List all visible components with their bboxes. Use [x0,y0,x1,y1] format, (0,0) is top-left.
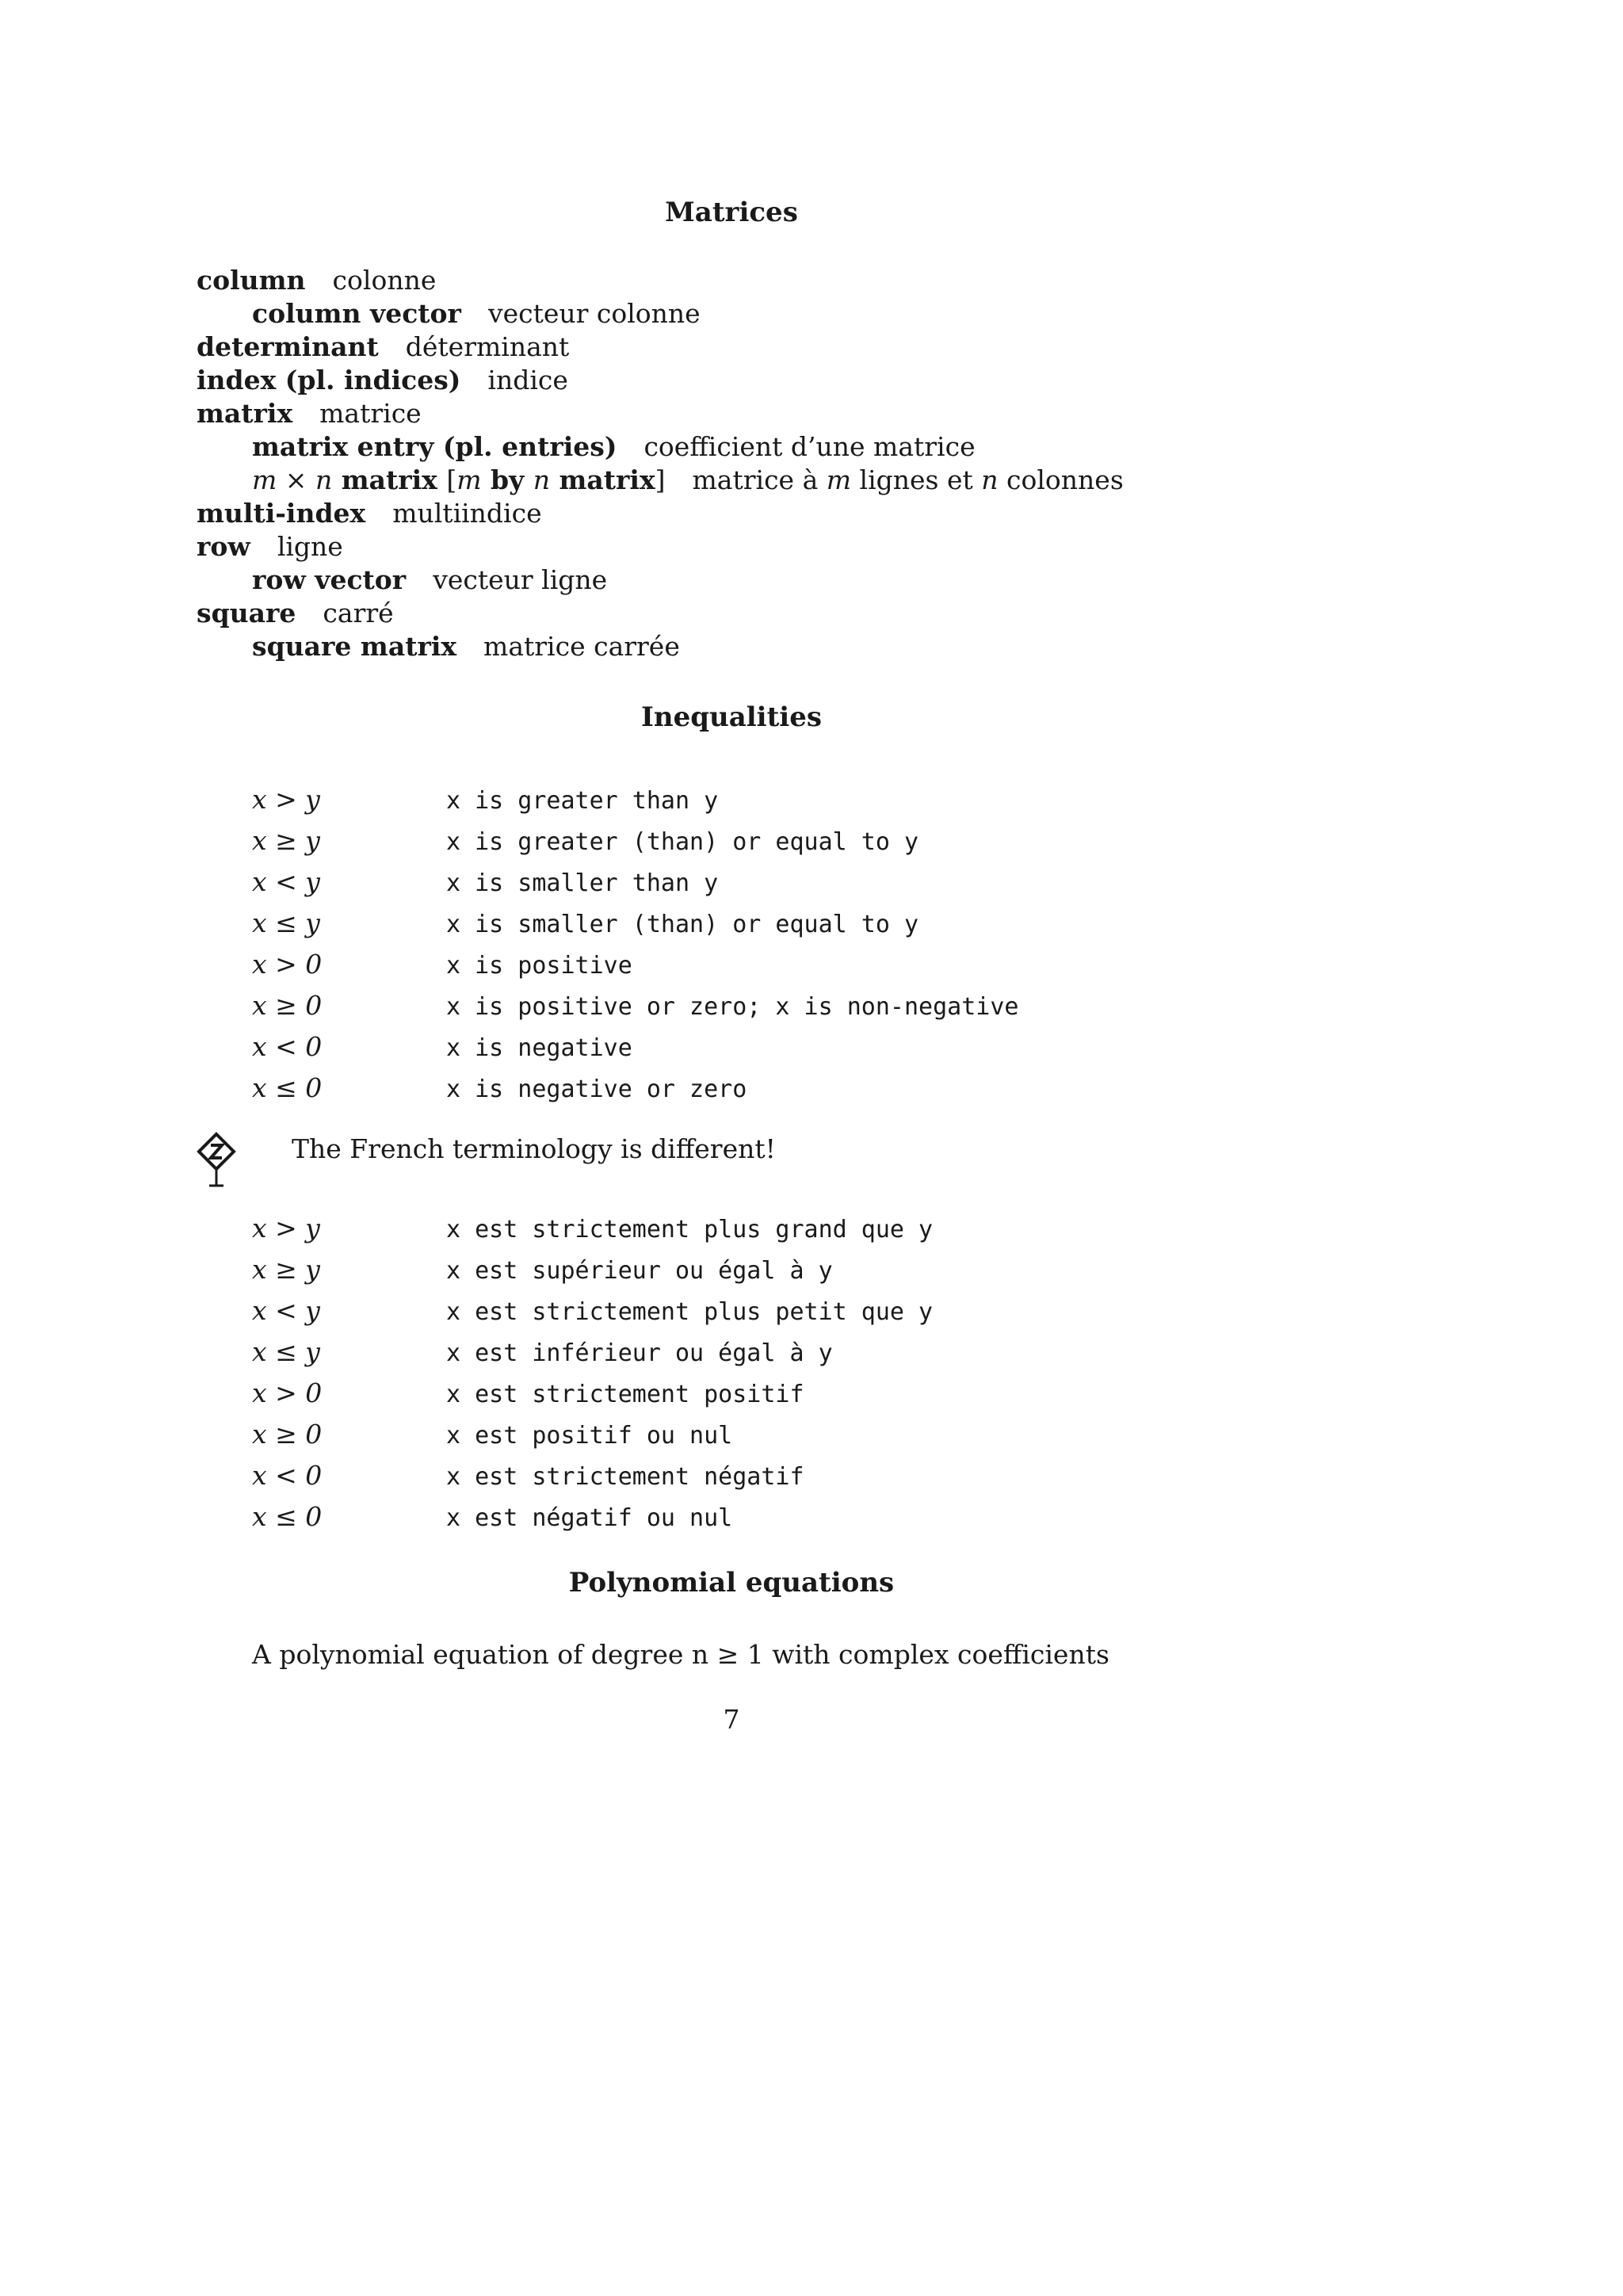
inequality-symbol: x < y [252,1295,320,1326]
math-var-n: n [315,464,333,495]
glossary-term: multi-index [197,498,366,529]
glossary-term [252,464,666,495]
inequality-symbol: x ≥ 0 [252,990,323,1021]
inequality-description: x est négatif ou nul [446,1504,733,1532]
glossary-entry [197,364,1124,397]
inequality-description: x est strictement négatif [446,1463,804,1491]
math-var-m: m [252,464,277,495]
matrices-glossary [197,264,1124,663]
inequality-symbol: x < 0 [252,1460,323,1491]
right-bracket: ] [655,464,666,495]
inequality-symbol: x > y [252,784,320,815]
inequality-description: x is greater than y [446,787,719,815]
glossary-translation [693,464,1124,495]
glossary-entry [197,630,1124,663]
glossary-translation: multiindice [392,498,542,529]
glossary-entry [197,597,1124,630]
math-var-m: m [826,464,852,495]
inequality-symbol: x ≥ 0 [252,1419,323,1450]
glossary-translation: coefficient d’une matrice [643,431,976,462]
inequality-row [252,1068,1018,1109]
inequality-description: x is negative or zero [446,1075,747,1103]
inequality-row [252,861,1018,903]
glossary-term: column vector [252,298,461,329]
inequality-row [252,1455,933,1496]
inequality-symbol: x ≤ 0 [252,1501,323,1532]
inequality-description: x is smaller (than) or equal to y [446,911,919,938]
left-bracket: [ [446,464,457,495]
glossary-entry [197,397,1124,430]
glossary-entry [197,330,1124,364]
inequality-description: x is smaller than y [446,869,719,897]
inequality-row [252,1208,933,1249]
inequality-symbol: x ≤ y [252,907,320,938]
glossary-entry [197,297,1124,330]
inequality-row [252,779,1018,820]
inequality-description: x is greater (than) or equal to y [446,828,919,856]
dangerous-bend-icon [197,1132,244,1192]
trans-part: lignes et [851,464,982,495]
glossary-translation: matrice carrée [483,631,680,662]
glossary-term: row vector [252,564,407,595]
glossary-term: matrix [197,398,293,429]
inequality-description: x est strictement positif [446,1381,804,1408]
inequality-row [252,820,1018,861]
inequality-description: x est positif ou nul [446,1422,733,1450]
glossary-entry [197,563,1124,597]
inequality-symbol: x > 0 [252,949,323,980]
glossary-entry [197,430,1124,464]
inequality-row [252,1249,933,1290]
section-title-matrices: Matrices [665,197,798,228]
section-title-polynomial: Polynomial equations [568,1567,895,1599]
inequality-symbol: x ≥ y [252,825,320,856]
inequalities-french-table [252,1208,933,1538]
inequality-symbol: x > y [252,1213,320,1244]
inequalities-english-table [252,779,1018,1109]
inequality-row [252,944,1018,985]
inequality-symbol: x ≥ y [252,1254,320,1285]
term-matrix: matrix [550,464,655,495]
glossary-entry [197,497,1124,530]
inequality-row [252,1496,933,1538]
term-by: by [481,464,533,495]
inequality-row [252,1414,933,1455]
inequality-row [252,903,1018,944]
glossary-term: index (pl. indices) [197,365,461,395]
section-title-inequalities: Inequalities [640,701,822,733]
inequality-row [252,1373,933,1414]
trans-part: matrice à [692,464,827,495]
inequality-description: x is positive or zero; x is non-negative [446,993,1019,1021]
inequality-symbol: x ≤ 0 [252,1072,323,1103]
inequality-symbol: x < 0 [252,1031,323,1062]
glossary-translation: colonne [332,265,437,296]
trans-part: colonnes [998,464,1124,495]
inequality-row [252,1290,933,1331]
inequality-symbol: x ≤ y [252,1336,320,1367]
times-sign: × [277,464,315,495]
glossary-term: square matrix [252,631,457,662]
glossary-entry [197,530,1124,563]
glossary-term: matrix entry (pl. entries) [252,431,617,462]
glossary-term: square [197,598,296,628]
inequality-symbol: x > 0 [252,1377,323,1408]
warning-text: The French terminology is different! [292,1133,776,1164]
inequality-row [252,985,1018,1026]
glossary-translation: déterminant [405,331,570,362]
inequality-description: x est inférieur ou égal à y [446,1339,833,1367]
inequality-row [252,1026,1018,1068]
inequality-description: x est strictement plus petit que y [446,1298,934,1326]
glossary-term: column [197,265,306,296]
warning-note [197,1132,1306,1179]
glossary-translation: vecteur colonne [487,298,701,329]
inequality-symbol: x < y [252,866,320,897]
inequality-description: x est strictement plus grand que y [446,1216,934,1244]
glossary-entry [197,264,1124,297]
inequality-row [252,1331,933,1373]
glossary-translation: ligne [277,531,343,562]
inequality-description: x is positive [446,952,632,980]
glossary-translation: matrice [319,398,422,429]
inequality-description: x est supérieur ou égal à y [446,1257,833,1285]
math-var-n: n [533,464,550,495]
glossary-translation: carré [323,598,394,628]
glossary-term: determinant [197,331,379,362]
glossary-term: row [197,531,250,562]
glossary-translation: vecteur ligne [433,564,608,595]
math-var-n: n [981,464,999,495]
page-number: 7 [723,1704,740,1735]
polynomial-paragraph: A polynomial equation of degree n ≥ 1 with complex coefficients [252,1639,1109,1670]
glossary-entry [197,464,1124,497]
math-var-m: m [456,464,482,495]
term-matrix: matrix [332,464,447,495]
inequality-description: x is negative [446,1034,632,1062]
glossary-translation: indice [487,365,568,395]
